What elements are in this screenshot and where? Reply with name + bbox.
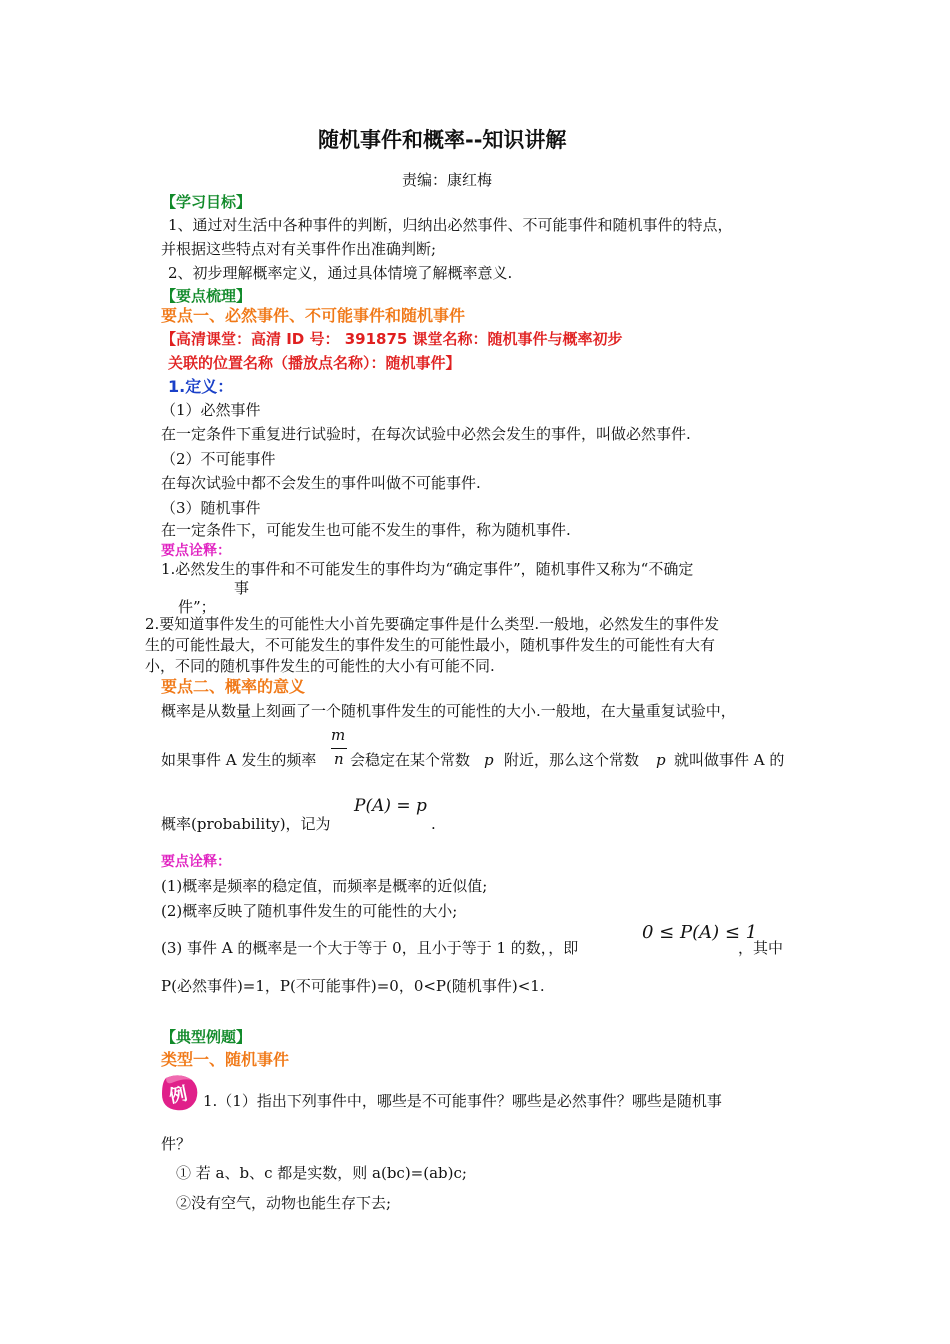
note-1-line-1: 1.必然发生的事件和不可能发生的事件均为“确定事件”，随机事件又称为“不确定 <box>161 560 694 578</box>
example-1-line-2: 件？ <box>161 1135 192 1153</box>
section-examples-heading: 【典型例题】 <box>161 1028 252 1046</box>
hd-class-line-1: 【高清课堂：高清 ID 号： 391875 课堂名称：随机事件与概率初步 <box>161 330 623 348</box>
fraction-denominator: n <box>334 750 344 768</box>
editor-line: 责编：康红梅 <box>402 171 493 189</box>
type-1-heading: 类型一、随机事件 <box>161 1050 290 1069</box>
probability-line-2-start: 如果事件 A 发生的频率 <box>161 751 317 769</box>
note-2-line-3: 小，不同的随机事件发生的可能性的大小有可能不同. <box>145 657 495 675</box>
page-title: 随机事件和概率--知识讲解 <box>318 128 567 152</box>
goal-2: 2、初步理解概率定义，通过具体情境了解概率意义. <box>168 264 513 282</box>
note-list-1: (1)概率是频率的稳定值，而频率是概率的近似值; <box>161 877 488 895</box>
note-1-line-2: 事 <box>234 579 250 597</box>
note-list-3-start: (3) 事件 A 的概率是一个大于等于 0，且小于等于 1 的数，，即 <box>161 939 579 957</box>
fraction-bar <box>331 748 347 749</box>
example-badge-label: 例 <box>167 1083 190 1108</box>
hd-class-line-2: 关联的位置名称（播放点名称）：随机事件】 <box>168 354 461 372</box>
section-goals-heading: 【学习目标】 <box>161 193 252 211</box>
probability-line-2-end: 就叫做事件 A 的 <box>674 751 785 769</box>
key-note-heading: 要点诠释： <box>161 543 231 559</box>
example-1-line-1: 1.（1）指出下列事件中，哪些是不可能事件？哪些是必然事件？哪些是随机事 <box>203 1092 722 1110</box>
fraction-numerator: m <box>331 726 346 744</box>
definition-1-label: （1）必然事件 <box>161 401 261 419</box>
definition-3-label: （3）随机事件 <box>161 499 261 517</box>
note-list-3-end: ，其中 <box>738 939 784 957</box>
definition-2-text: 在每次试验中都不会发生的事件叫做不可能事件. <box>161 474 481 492</box>
constant-p-symbol-2: p <box>656 751 666 769</box>
definition-heading: 1.定义： <box>168 377 234 396</box>
goal-1-line-1: 1、通过对生活中各种事件的判断，归纳出必然事件、不可能事件和随机事件的特点， <box>168 216 733 234</box>
point-2-heading: 要点二、概率的意义 <box>161 677 306 696</box>
definition-1-text: 在一定条件下重复进行试验时，在每次试验中必然会发生的事件，叫做必然事件. <box>161 425 691 443</box>
note-list-4: P(必然事件)=1，P(不可能事件)=0，0<P(随机事件)<1. <box>161 977 545 995</box>
point-1-heading: 要点一、必然事件、不可能事件和随机事件 <box>161 306 466 325</box>
constant-p-symbol: p <box>484 751 494 769</box>
example-1-item-2: ②没有空气，动物也能生存下去; <box>176 1194 392 1212</box>
goal-1-line-2: 并根据这些特点对有关事件作出准确判断; <box>161 240 437 258</box>
probability-line-2-mid: 会稳定在某个常数 <box>350 751 471 769</box>
definition-3-text: 在一定条件下，可能发生也可能不发生的事件，称为随机事件. <box>161 521 571 539</box>
definition-2-label: （2）不可能事件 <box>161 450 276 468</box>
example-badge-icon <box>160 1074 200 1114</box>
probability-line-2-mid2: 附近，那么这个常数 <box>504 751 640 769</box>
probability-formula: P(A) = p <box>354 796 427 816</box>
probability-line-3-end: . <box>431 815 436 833</box>
example-1-item-1: ① 若 a、b、c 都是实数，则 a(bc)=(ab)c; <box>176 1164 467 1182</box>
note-1-line-3: 件”； <box>178 598 216 616</box>
probability-line-3: 概率(probability)，记为 <box>161 815 331 833</box>
note-2-line-1: 2.要知道事件发生的可能性大小首先要确定事件是什么类型.一般地，必然发生的事件发 <box>145 615 720 633</box>
section-points-heading: 【要点梳理】 <box>161 287 252 305</box>
probability-range-formula: 0 ≤ P(A) ≤ 1 <box>642 922 758 943</box>
note-list-2: (2)概率反映了随机事件发生的可能性的大小; <box>161 902 458 920</box>
key-note-2-heading: 要点诠释： <box>161 854 231 870</box>
note-2-line-2: 生的可能性最大，不可能发生的事件发生的可能性最小，随机事件发生的可能性有大有 <box>145 636 716 654</box>
probability-line-1: 概率是从数量上刻画了一个随机事件发生的可能性的大小.一般地，在大量重复试验中， <box>161 702 736 720</box>
